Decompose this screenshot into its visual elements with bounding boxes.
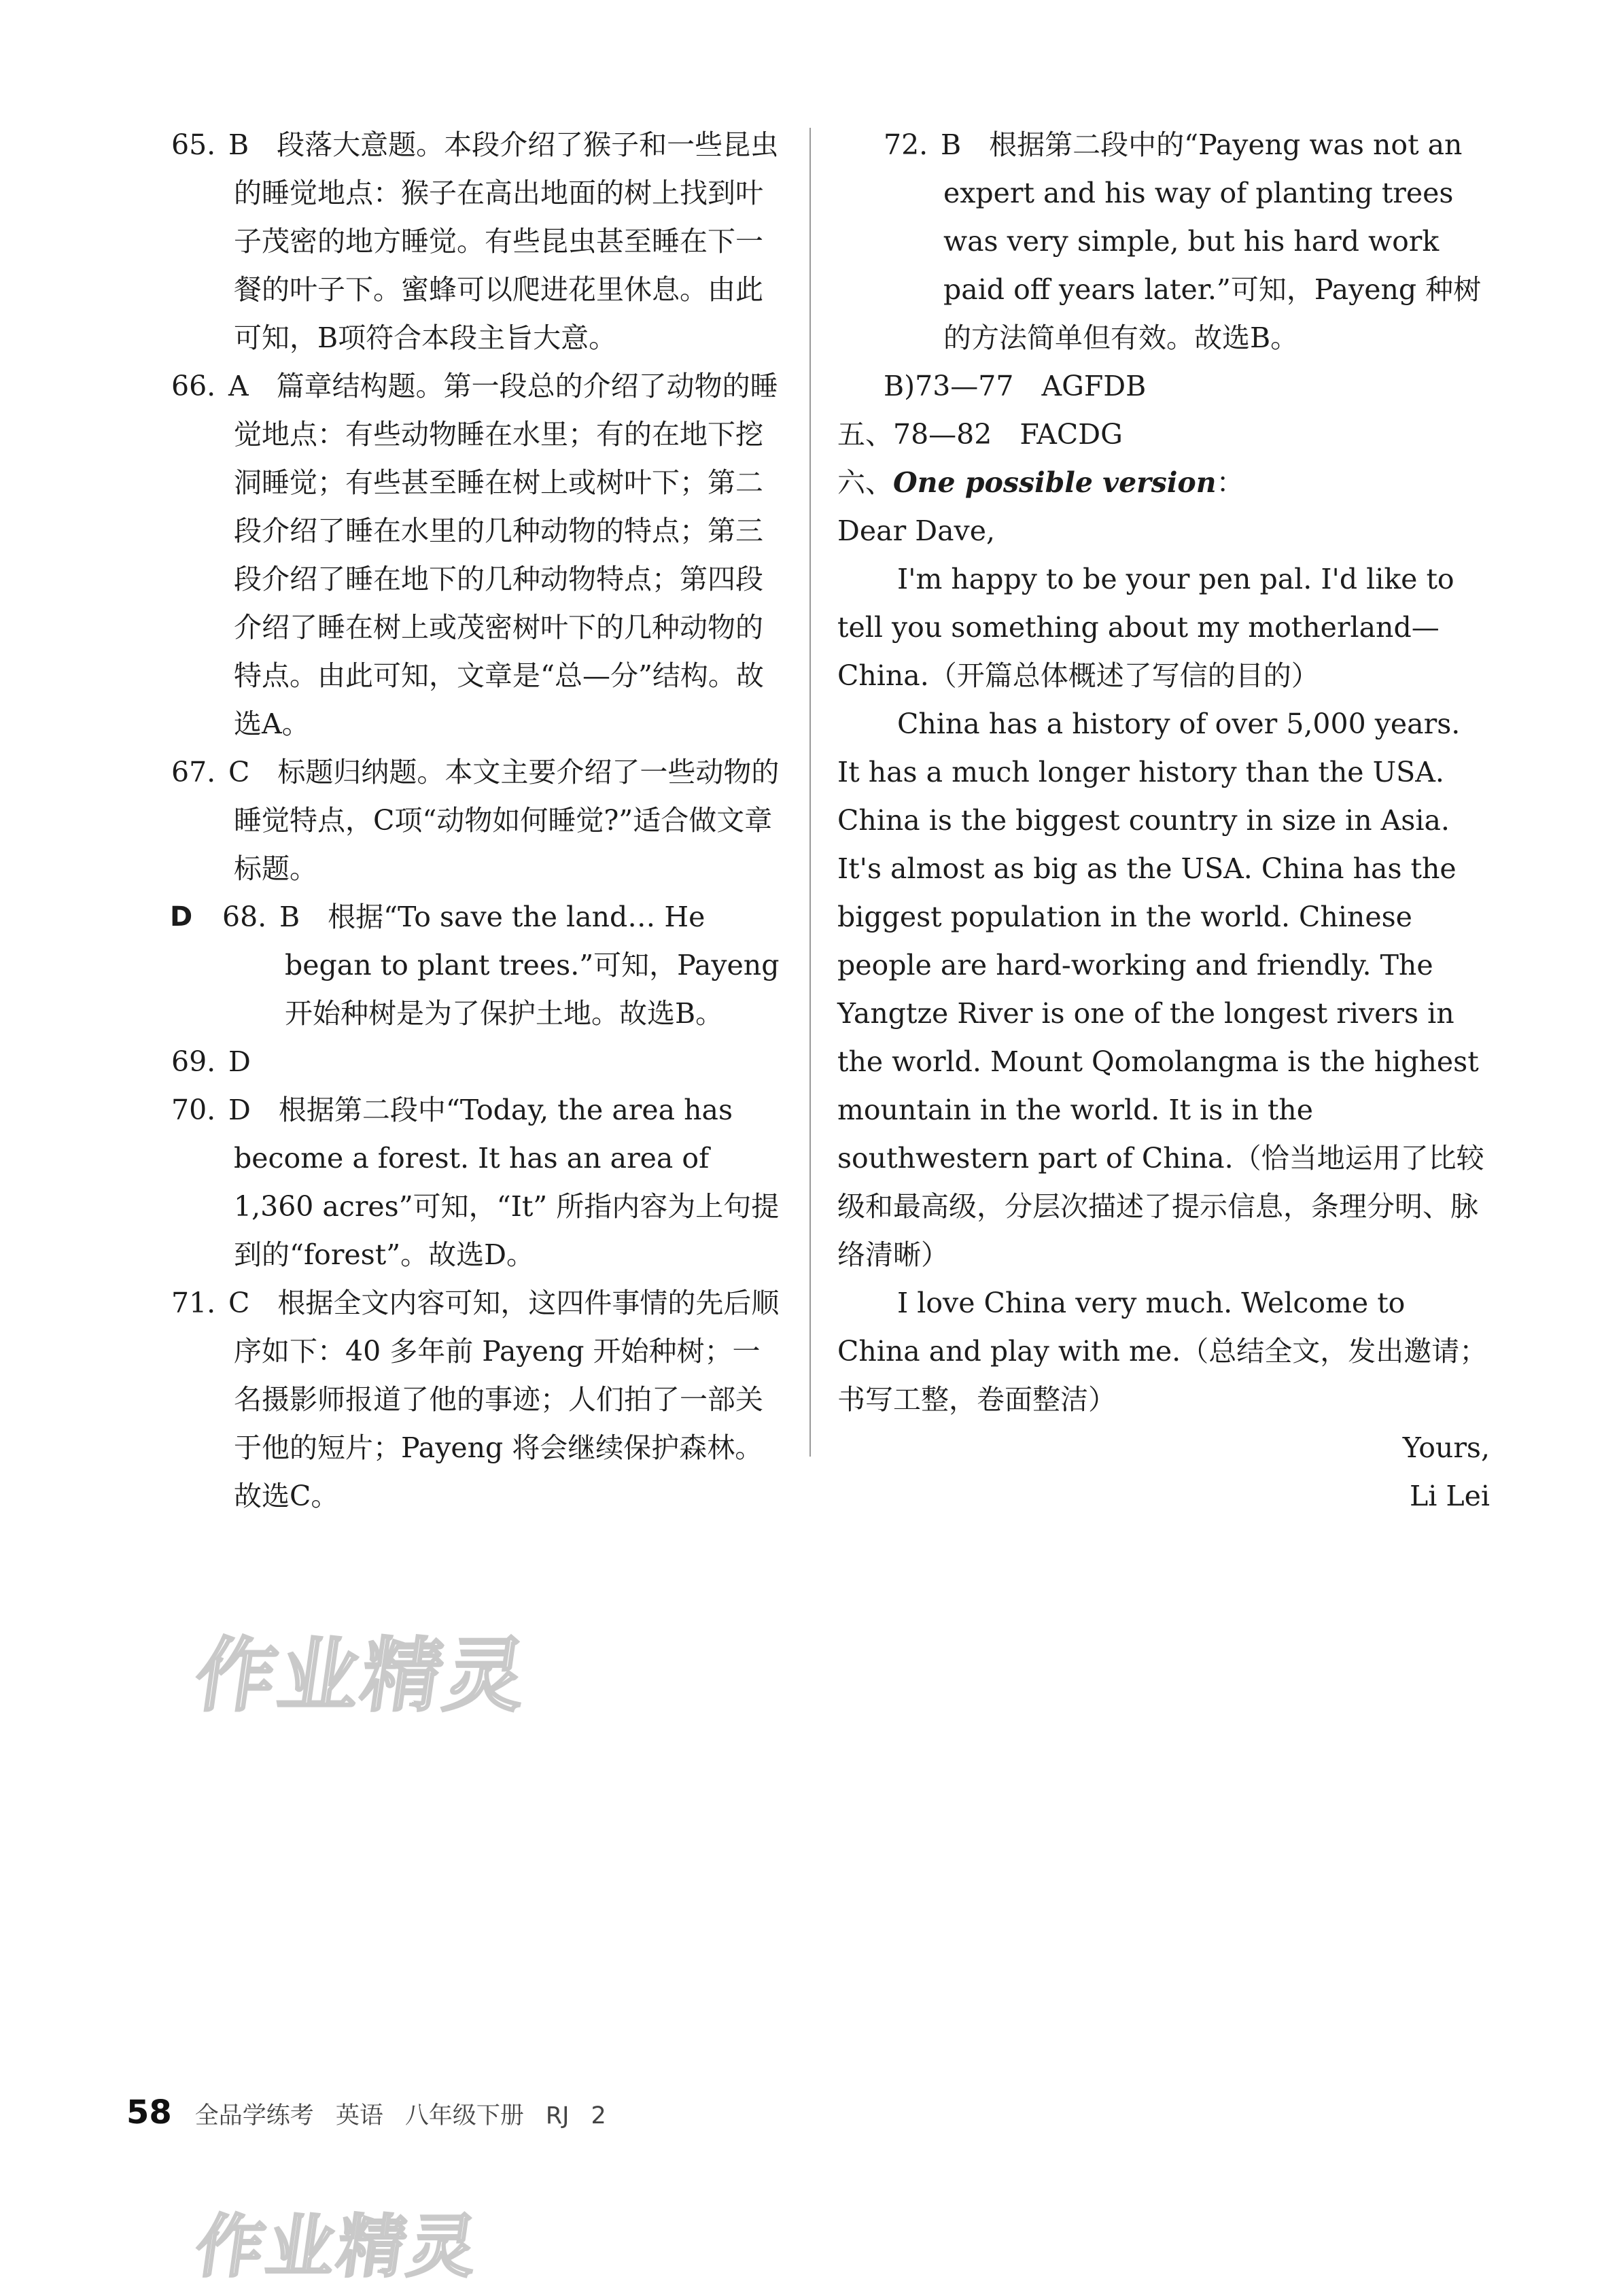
answer-text: B 根据第二段中的“Payeng was not an expert and his way of planting trees was very simple, but his hard work paid off years later.”可知，Payeng 种树的方法简单但有效。故选B。	[941, 128, 1482, 354]
grade: 八年级下册	[404, 2102, 524, 2129]
letter-paragraph-2: China has a history of over 5,000 years. It has a much longer history than the USA. China is the biggest country in size in Asia. It's almost as big as the USA. China has the biggest population in the world. Chinese people are hard-working and friendly. The Yangtze River is one of the longest rivers in the world. Mount Qomolangma is the highest mountain in the world. It is in the southwestern part of China.（恰当地运用了比较级和最高级，分层次描述了提示信息，条理分明、脉络清晰）	[837, 708, 1484, 1271]
answer-number: 70.	[171, 1094, 216, 1126]
column-divider	[809, 128, 811, 1457]
edition: RJ	[545, 2102, 570, 2129]
answer-number: 68.	[222, 901, 267, 933]
letter-closing: Yours,	[1402, 1431, 1490, 1464]
answer-72	[837, 121, 1490, 362]
answer-text: A 篇章结构题。第一段总的介绍了动物的睡觉地点：有些动物睡在水里；有的在地下挖洞睡觉；有些甚至睡在树上或树叶下；第二段介绍了睡在水里的几种动物的特点；第三段介绍了睡在地下的几种动物特点；第四段介绍了睡在树上或茂密树叶下的几种动物的特点。由此可知，文章是“总—分”结构。故选A。	[228, 370, 778, 740]
answer-67	[171, 748, 786, 893]
watermark-logo-footer: 作业精灵	[190, 2207, 485, 2286]
watermark-logo: 作业精灵	[189, 1629, 535, 1722]
right-column	[837, 121, 1490, 1520]
answer-number: 65.	[171, 128, 216, 161]
section-six-colon: ：	[1216, 466, 1244, 499]
page-number: 58	[126, 2093, 172, 2132]
answer-text: D	[228, 1045, 251, 1078]
answer-text: D 根据第二段中“Today, the area has become a forest. It has an area of 1,360 acres”可知，“It” 所指内容为上句提到的“forest”。故选D。	[228, 1094, 780, 1271]
answer-text: C 标题归纳题。本文主要介绍了一些动物的睡觉特点，C项“动物如何睡觉?”适合做文章标题。	[228, 756, 780, 885]
answer-number: 66.	[171, 370, 216, 402]
answer-70	[171, 1086, 786, 1279]
answer-71	[171, 1279, 786, 1520]
answer-number: 67.	[171, 756, 216, 788]
letter-signature: Li Lei	[1410, 1480, 1490, 1512]
answer-68	[171, 893, 786, 1038]
section-five-answers: 五、78—82 FACDG	[837, 418, 1123, 451]
answer-number: 71.	[171, 1287, 216, 1319]
letter-paragraph-3: I love China very much. Welcome to China and play with me.（总结全文，发出邀请；书写工整，卷面整洁）	[837, 1287, 1488, 1416]
answer-text: B 段落大意题。本段介绍了猴子和一些昆虫的睡觉地点：猴子在高出地面的树上找到叶子茂密的地方睡觉。有些昆虫甚至睡在下一餐的叶子下。蜜蜂可以爬进花里休息。由此可知，B项符合本段主旨大意。	[228, 128, 779, 354]
answer-text: C 根据全文内容可知，这四件事情的先后顺序如下：40 多年前 Payeng 开始种树；一名摄影师报道了他的事迹；人们拍了一部关于他的短片；Payeng 将会继续保护森林。故选C。	[228, 1287, 780, 1512]
answer-65	[171, 121, 786, 362]
section-six-prefix: 六、	[837, 466, 893, 499]
subject: 英语	[335, 2102, 383, 2129]
section-d-marker: D	[170, 901, 193, 933]
page-footer	[126, 2093, 628, 2134]
left-column	[171, 121, 786, 1520]
section-six-label: One possible version	[893, 466, 1217, 499]
volume: 2	[591, 2102, 606, 2129]
answer-66	[171, 362, 786, 748]
letter-greeting: Dear Dave,	[837, 515, 995, 547]
book-title: 全品学练考	[194, 2102, 314, 2129]
answer-number: 69.	[171, 1045, 216, 1078]
section-b-answers: B)73—77 AGFDB	[884, 370, 1147, 402]
section-six-heading	[837, 459, 1490, 507]
answer-number: 72.	[884, 128, 928, 161]
answer-69	[171, 1038, 786, 1086]
answer-text: B 根据“To save the land… He began to plant trees.”可知，Payeng 开始种树是为了保护土地。故选B。	[279, 901, 780, 1030]
letter-paragraph-1: I'm happy to be your pen pal. I'd like to tell you something about my motherland—China.（开篇总体概述了写信的目的）	[837, 563, 1454, 692]
